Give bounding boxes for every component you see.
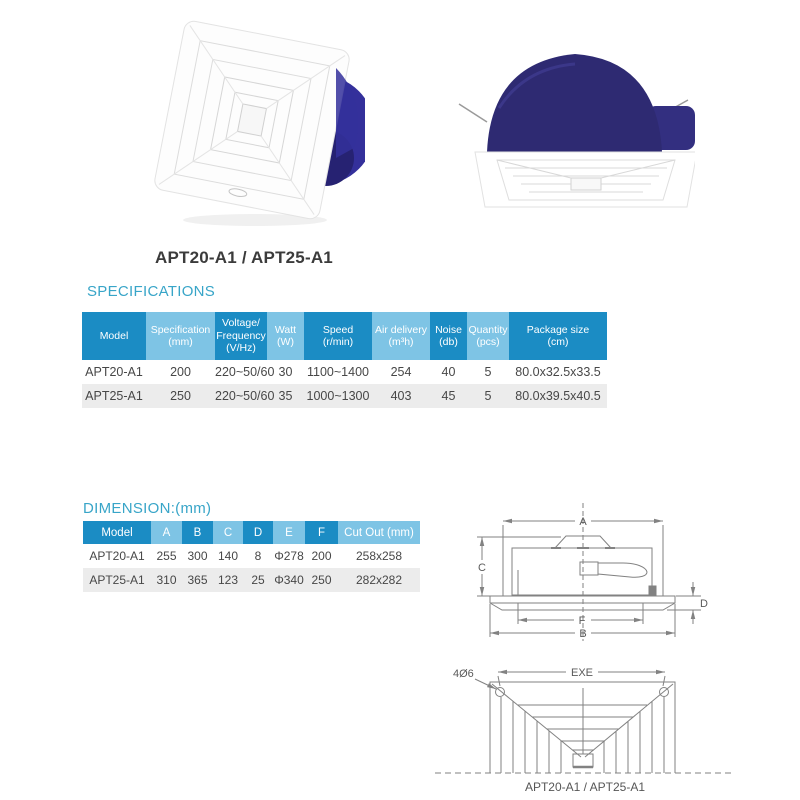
drawing-side-view [455,500,725,650]
dim-label-d: D [700,598,708,610]
dimension-heading: DIMENSION:(mm) [83,500,212,517]
fan-body [512,548,652,595]
page-title: APT20-A1 / APT25-A1 [155,248,333,267]
hub [573,754,593,767]
dim-col-e: E [273,521,305,544]
motor-handle [598,563,647,577]
dim-row-apt20: APT20-A1 255 300 140 8 Φ278 200 258x258 [83,544,420,568]
spec-row-apt25: APT25-A1 250 220~50/60 35 1000~1300 403 45 5 80.0x39.5x40.5 [82,384,607,408]
spec-col-speed: Speed (r/min) [304,312,372,360]
holes-callout-arrow [475,679,496,689]
specifications-heading: SPECIFICATIONS [87,283,216,300]
spec-col-model: Model [82,312,146,360]
spec-col-noise: Noise (db) [430,312,467,360]
spec-col-air-delivery: Air delivery (m³h) [372,312,430,360]
mounting-spring-left [459,104,487,122]
holes-callout-label: 4Ø6 [453,668,474,680]
dim-col-c: C [213,521,243,544]
dimension-table [83,521,420,592]
dim-col-a: A [151,521,182,544]
spec-col-specification: Specification (mm) [146,312,215,360]
product-photo-grille-angled [140,8,365,233]
spec-col-package-size: Package size (cm) [509,312,607,360]
spec-col-voltage: Voltage/ Frequency (V/Hz) [215,312,267,360]
mounting-hole-left [496,688,505,697]
drawing-front-view [435,650,735,780]
dim-label-b: B [579,628,587,640]
spec-col-quantity: Quantity (pcs) [467,312,509,360]
fan-housing-dome [487,54,662,152]
dim-col-cutout: Cut Out (mm) [338,521,420,544]
dim-row-apt25: APT25-A1 310 365 123 25 Φ340 250 282x282 [83,568,420,592]
dim-label-f: F [578,615,586,627]
dim-header-row [83,521,420,544]
dim-label-c: C [478,562,486,574]
dim-col-d: D [243,521,273,544]
product-photo-housing-top [425,10,695,210]
specifications-table [82,312,607,408]
dim-label-exe: EXE [570,667,594,679]
spec-header-row [82,312,607,360]
spec-row-apt20: APT20-A1 200 220~50/60 30 1100~1400 254 40 5 80.0x32.5x33.5 [82,360,607,384]
grille-face [153,20,351,221]
dim-col-b: B [182,521,213,544]
dim-col-model: Model [83,521,151,544]
dim-col-f: F [305,521,338,544]
drawing-caption: APT20-A1 / APT25-A1 [524,780,646,794]
spec-col-watt: Watt (W) [267,312,304,360]
dim-label-a: A [579,516,587,528]
